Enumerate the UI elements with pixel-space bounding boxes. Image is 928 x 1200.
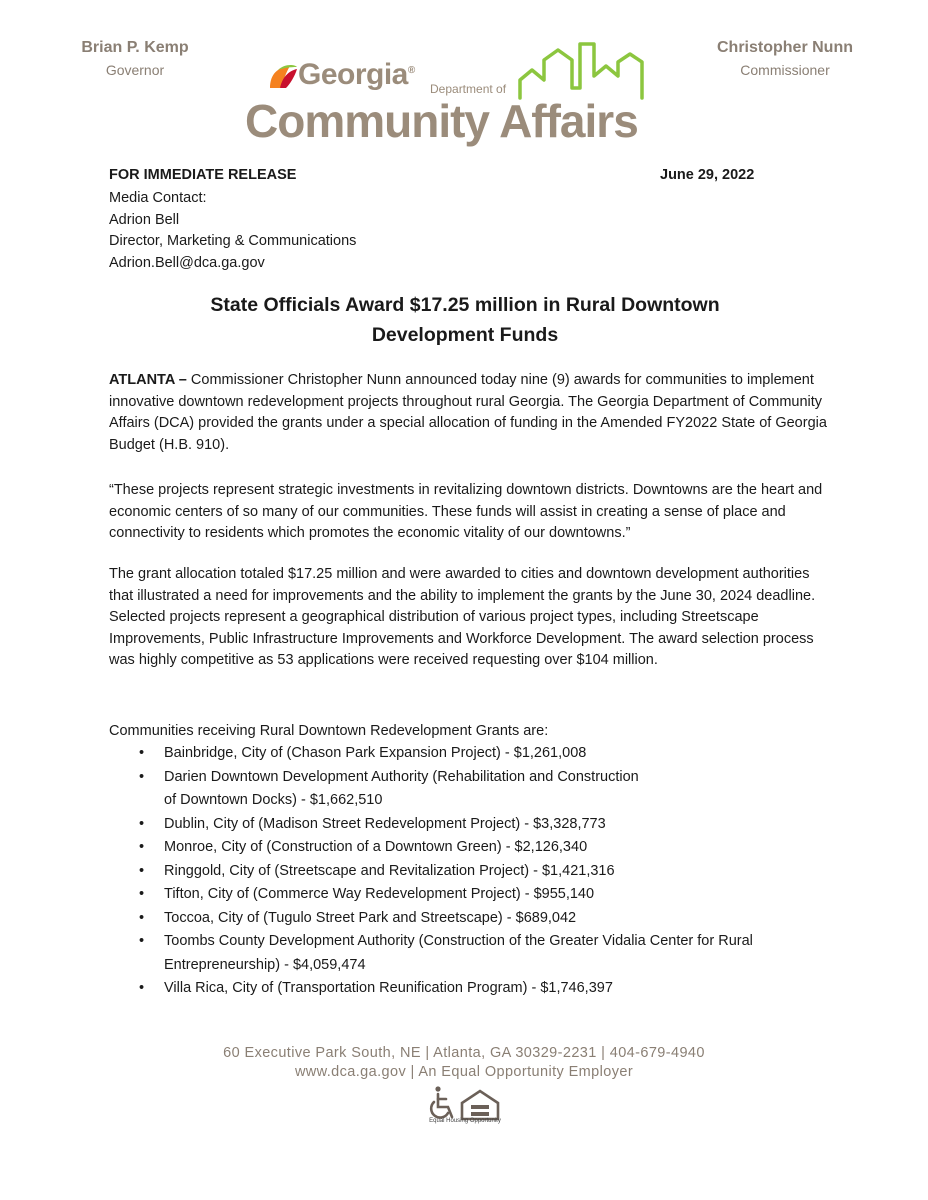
governor-name: Brian P. Kemp [81, 39, 189, 56]
skyline-icon [518, 40, 658, 102]
award-text: Tifton, City of (Commerce Way Redevelopment Project) - $955,140 [164, 886, 595, 902]
bullet-icon: • [139, 980, 145, 996]
award-text: Ringgold, City of (Streetscape and Revitalization Project) - $1,421,316 [164, 862, 615, 879]
bullet-icon: • [139, 839, 145, 855]
list-item [109, 883, 829, 907]
paragraph-1 [109, 370, 829, 456]
logo-department-of: Department of [430, 82, 507, 96]
dateline: ATLANTA – [109, 372, 187, 388]
award-text: Dublin, City of (Madison Street Redevelopment Project) - $3,328,773 [164, 815, 606, 832]
bullet-icon: • [139, 886, 145, 902]
release-label: FOR IMMEDIATE RELEASE [109, 167, 297, 183]
leaf-icon [268, 64, 298, 90]
commissioner-block [690, 38, 880, 80]
list-item [109, 860, 829, 884]
award-text: Bainbridge, City of (Chason Park Expansion Project) - $1,261,008 [164, 745, 587, 761]
paragraph-1-text: Commissioner Christopher Nunn announced today nine (9) awards for communities to implement innovative downtown redevelopment projects throughout rural Georgia. The Georgia Department of Community Affairs (DCA) provided the grants under a special allocation of funding in the Amended FY2022 State of Georgia Budget (H.B. 910). [109, 372, 827, 453]
awards-list [109, 742, 829, 1001]
list-item [109, 813, 829, 837]
list-item [109, 977, 829, 1001]
contact-title: Director, Marketing & Communications [109, 233, 357, 249]
equal-housing-label: Equal Housing Opportunity [429, 1118, 501, 1124]
paragraph-3 [109, 564, 829, 672]
list-item [109, 742, 829, 766]
list-item [109, 766, 829, 813]
award-text: Monroe, City of (Construction of a Downtown Green) - $2,126,340 [164, 839, 588, 855]
bullet-icon: • [139, 862, 145, 879]
footer-address: 60 Executive Park South, NE | Atlanta, GA 30329-2231 | 404-679-4940 [223, 1045, 705, 1061]
list-item [109, 836, 829, 860]
governor-block [60, 38, 210, 80]
headline-line-1: State Officials Award $17.25 million in Rural Downtown [210, 294, 720, 316]
contact-line: Media Contact: [109, 190, 207, 206]
paragraph-2 [109, 480, 829, 545]
footer [0, 1044, 928, 1082]
logo-georgia-text [298, 58, 415, 92]
awards-intro: Communities receiving Rural Downtown Redevelopment Grants are: [109, 723, 549, 739]
headline-line-2: Development Funds [371, 324, 559, 346]
award-text: Darien Downtown Development Authority (Rehabilitation and Construction [164, 768, 639, 785]
list-item [109, 930, 829, 977]
contact-email[interactable]: Adrion.Bell@dca.ga.gov [109, 254, 265, 271]
headline [100, 290, 830, 350]
award-text-cont: Entrepreneurship) - $4,059,474 [164, 956, 366, 973]
logo-georgia-word: Georgia [298, 58, 408, 91]
logo-registered-mark: ® [407, 65, 415, 76]
accessibility-icon [431, 1086, 452, 1117]
release-date: June 29, 2022 [660, 167, 755, 183]
footer-website[interactable]: www.dca.ga.gov | An Equal Opportunity Employer [294, 1064, 634, 1080]
paragraph-3-text: The grant allocation totaled $17.25 million and were awarded to cities and downtown development authorities that illustrated a need for improvements and the ability to implement the grants by the June 30, 2024 deadline. Selected projects represent a geographical distribution of various project types, including Streetscape Improvements, Public Infrastructure Improvements and Workforce Development. The award selection process was highly competitive as 53 applications were received requesting over $104 million. [109, 566, 816, 668]
media-contact [109, 188, 829, 274]
bullet-icon: • [139, 909, 145, 926]
quote-text: “These projects represent strategic investments in revitalizing downtown districts. Downtowns are the heart and economic centers of so many of our communities. These funds will assist in creating a sense of place and connectivity to residents which promotes the economic vitality of our downtowns.” [109, 482, 823, 541]
commissioner-name: Christopher Nunn [717, 39, 853, 56]
award-text: Toombs County Development Authority (Construction of the Greater Vidalia Center for Rural [164, 933, 753, 949]
paragraph-4 [109, 721, 829, 743]
contact-name: Adrion Bell [109, 211, 180, 228]
bullet-icon: • [139, 768, 145, 785]
award-text: Toccoa, City of (Tugulo Street Park and Streetscape) - $689,042 [164, 909, 577, 926]
logo-community-affairs: Community Affairs [245, 95, 638, 147]
bullet-icon: • [139, 815, 145, 832]
equal-housing-icon [462, 1091, 498, 1119]
bullet-icon: • [139, 933, 145, 949]
bullet-icon: • [139, 745, 145, 761]
award-text: Villa Rica, City of (Transportation Reunification Program) - $1,746,397 [164, 980, 613, 996]
dca-logo [240, 40, 690, 158]
governor-title: Governor [105, 62, 165, 78]
commissioner-title: Commissioner [740, 62, 830, 78]
list-item [109, 907, 829, 931]
award-text-cont: of Downtown Docks) - $1,662,510 [164, 792, 383, 808]
